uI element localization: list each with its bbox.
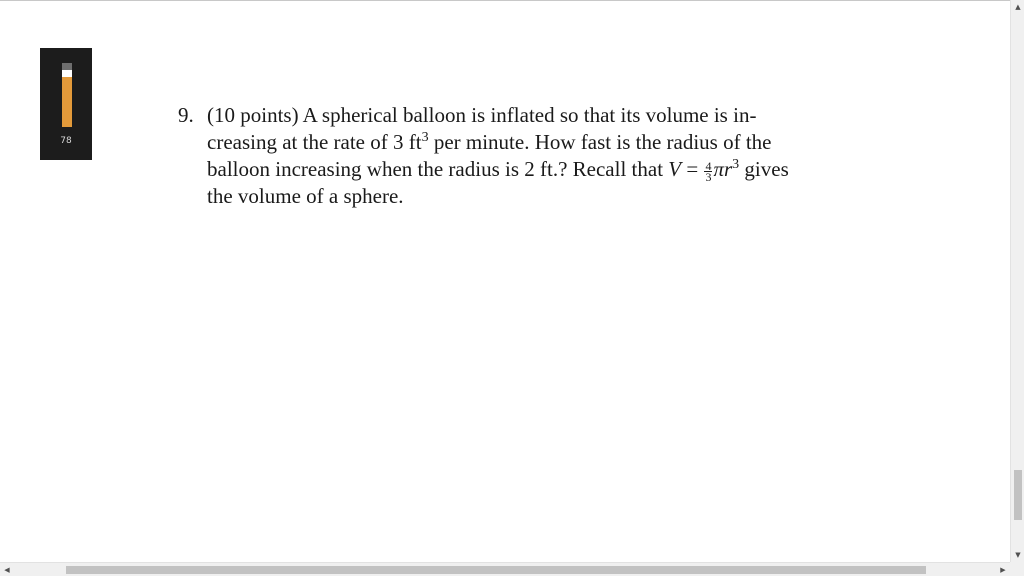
scroll-left-icon[interactable]: ◀ xyxy=(4,566,10,574)
volume-variable: V xyxy=(668,157,682,181)
cubic-exponent: 3 xyxy=(421,130,429,145)
problem-number: 9. xyxy=(178,103,194,127)
scroll-down-icon[interactable]: ▼ xyxy=(1015,551,1021,559)
progress-track xyxy=(62,63,72,127)
horizontal-scroll-thumb[interactable] xyxy=(66,566,926,574)
fraction-denominator: 3 xyxy=(705,170,712,184)
vertical-scrollbar[interactable] xyxy=(1010,0,1024,562)
scrollbar-corner xyxy=(1010,562,1024,576)
problem-line-3a: balloon increasing when the radius is 2 ft.? Recall that xyxy=(207,157,669,181)
problem-statement xyxy=(178,102,878,210)
scroll-up-icon[interactable]: ▲ xyxy=(1015,3,1021,11)
problem-line-2b: per minute. How fast is the radius of the xyxy=(428,130,772,154)
horizontal-scrollbar[interactable] xyxy=(0,562,1010,576)
progress-widget xyxy=(40,48,92,160)
scroll-right-icon[interactable]: ▶ xyxy=(1000,566,1006,574)
progress-fill xyxy=(62,77,72,127)
pi-r: πr xyxy=(713,157,733,181)
fraction xyxy=(704,161,712,182)
progress-marker xyxy=(62,70,72,77)
problem-line-3b: gives xyxy=(739,157,789,181)
problem-line-2a: creasing at the rate of 3 ft xyxy=(207,130,422,154)
progress-value: 78 xyxy=(60,136,72,146)
problem-line-1: (10 points) A spherical balloon is inflated so that its volume is in- xyxy=(207,103,757,127)
radius-exponent: 3 xyxy=(732,157,740,172)
equals-sign: = xyxy=(681,157,704,181)
problem-line-4: the volume of a sphere. xyxy=(207,184,404,208)
fraction-numerator: 4 xyxy=(705,159,712,173)
problem-body xyxy=(207,102,878,210)
vertical-scroll-thumb[interactable] xyxy=(1014,470,1022,520)
top-border xyxy=(0,0,1010,1)
